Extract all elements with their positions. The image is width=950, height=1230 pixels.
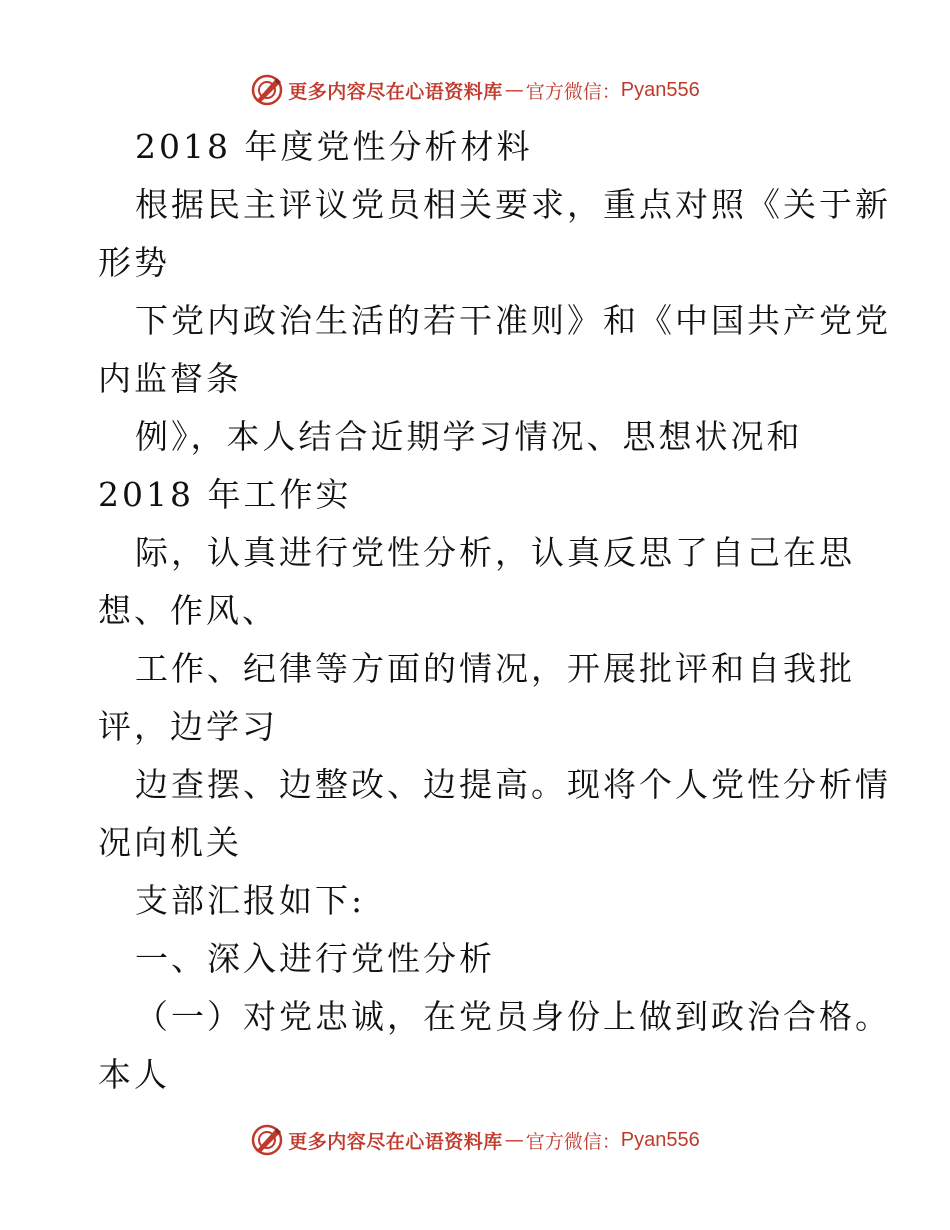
doc-line: 形势 [98,243,170,282]
footer-banner [0,1120,950,1160]
doc-line: 际，认真进行党性分析，认真反思了自己在思 [135,533,855,572]
banner-main-text: 更多内容尽在心语资料库 [288,80,503,103]
pen-logo-icon [250,1123,284,1157]
doc-title: 2018 年度党性分析材料 [135,127,533,166]
pen-logo-icon [250,73,284,107]
section-heading: 一、深入进行党性分析 [135,939,495,978]
banner-wechat-id: Pyan556 [620,1128,700,1151]
doc-line: 工作、纪律等方面的情况，开展批评和自我批 [135,649,855,688]
document-body [98,118,891,1104]
doc-line: 本人 [98,1055,170,1094]
header-banner [0,70,950,110]
banner-separator: — [504,1129,524,1151]
subsection-heading: （一）对党忠诚，在党员身份上做到政治合格。 [135,997,891,1036]
doc-line: 下党内政治生活的若干准则》和《中国共产党党 [135,301,891,340]
banner-main-text: 更多内容尽在心语资料库 [288,1130,503,1153]
doc-line: 想、作风、 [98,591,278,630]
doc-line: 内监督条 [98,359,242,398]
banner-separator: — [504,79,524,101]
doc-line: 支部汇报如下: [135,881,366,920]
doc-line: 2018 年工作实 [98,475,352,514]
doc-line: 根据民主评议党员相关要求，重点对照《关于新 [135,185,891,224]
doc-line: 况向机关 [98,823,242,862]
banner-wechat-label: 官方微信： [525,1130,621,1153]
doc-line: 边查摆、边整改、边提高。现将个人党性分析情 [135,765,891,804]
banner-wechat-id: Pyan556 [620,78,700,101]
doc-line: 评，边学习 [98,707,278,746]
doc-line: 例》，本人结合近期学习情况、思想状况和 [135,417,803,456]
banner-wechat-label: 官方微信： [525,80,621,103]
